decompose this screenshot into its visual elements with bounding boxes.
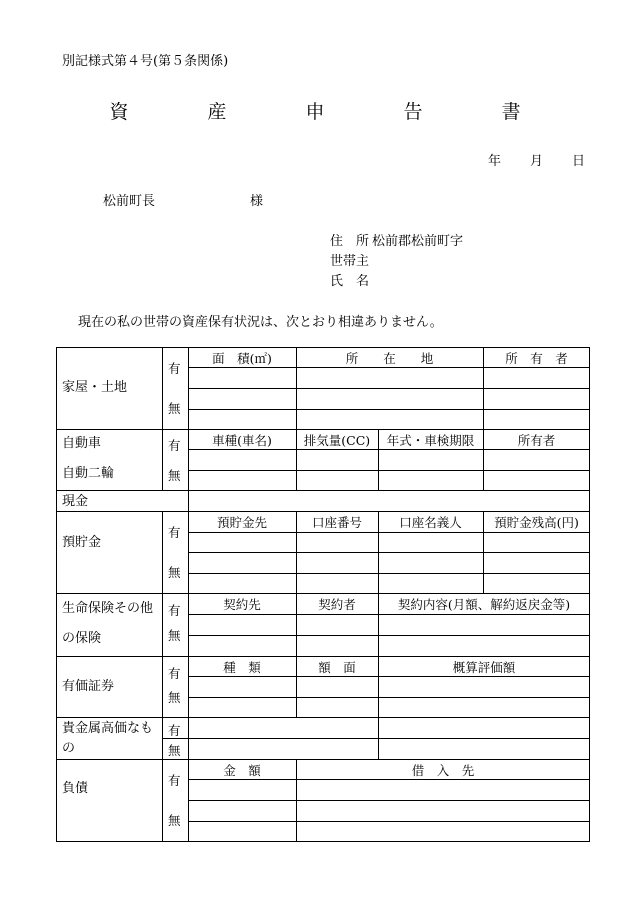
applicant-household-row xyxy=(330,250,372,269)
no-label: 無 xyxy=(168,628,181,643)
yes-label: 有 xyxy=(168,723,181,738)
header-area: 面 積(㎡) xyxy=(212,351,272,366)
header-account-number: 口座番号 xyxy=(311,515,362,530)
header-policyholder: 契約者 xyxy=(318,597,356,612)
date-day: 日 xyxy=(572,154,586,169)
header-security-type: 種 類 xyxy=(223,660,261,675)
category-precious-metals: 貴金属高価なも xyxy=(62,721,154,736)
yes-label: 有 xyxy=(168,361,181,376)
header-face-value: 額 面 xyxy=(318,660,356,675)
yes-label: 有 xyxy=(168,438,181,453)
no-label: 無 xyxy=(168,401,181,416)
header-insurer: 契約先 xyxy=(223,597,261,612)
no-label: 無 xyxy=(168,468,181,483)
category-insurance: 生命保険その他 xyxy=(62,601,154,616)
no-label: 無 xyxy=(168,690,181,705)
address-value[interactable]: 松前郡松前町字 xyxy=(372,234,464,249)
address-label: 住 所 xyxy=(330,234,370,249)
category-savings: 預貯金 xyxy=(62,535,102,550)
addressee: 松前町長 xyxy=(103,194,156,209)
header-car-owner: 所有者 xyxy=(517,433,556,448)
document-title: 資 産 申 告 書 xyxy=(109,101,551,123)
yes-label: 有 xyxy=(168,666,181,681)
header-contract-details: 契約内容(月額、解約返戻金等) xyxy=(397,597,571,612)
date-line xyxy=(488,150,585,169)
form-number: 別記様式第４号(第５条関係) xyxy=(62,54,229,69)
header-bank: 預貯金先 xyxy=(216,515,267,530)
category-precious-metals-line2: の xyxy=(62,741,76,756)
yes-label: 有 xyxy=(168,525,181,540)
header-estimated-value: 概算評価額 xyxy=(452,660,516,675)
applicant-address-row xyxy=(330,230,463,249)
header-balance: 預貯金残高(円) xyxy=(494,515,579,530)
category-debt: 負債 xyxy=(62,781,89,796)
yes-label: 有 xyxy=(168,773,181,788)
header-lender: 借 入 先 xyxy=(411,763,475,778)
category-cash: 現金 xyxy=(62,494,89,509)
header-car-model: 車種(車名) xyxy=(212,433,272,448)
name-label: 氏 名 xyxy=(330,274,370,289)
header-displacement: 排気量(CC) xyxy=(303,433,371,448)
header-owner: 所 有 者 xyxy=(505,351,568,366)
category-insurance-line2: の保険 xyxy=(62,631,102,646)
no-label: 無 xyxy=(168,565,181,580)
yes-label: 有 xyxy=(168,603,181,618)
asset-table xyxy=(56,347,590,842)
category-securities: 有価証券 xyxy=(62,679,115,694)
header-debt-amount: 金 額 xyxy=(223,763,261,778)
date-year: 年 xyxy=(488,154,502,169)
category-motorcycle: 自動二輪 xyxy=(62,466,115,481)
date-month: 月 xyxy=(530,154,544,169)
declaration-statement: 現在の私の世帯の資産保有状況は、次とおり相違ありません。 xyxy=(78,315,443,330)
addressee-honorific: 様 xyxy=(250,194,264,209)
no-label: 無 xyxy=(168,743,181,758)
no-label: 無 xyxy=(168,813,181,828)
applicant-name-row xyxy=(330,270,372,289)
header-year-inspection: 年式・車検期限 xyxy=(386,433,475,448)
household-label: 世帯主 xyxy=(330,254,370,269)
header-account-holder: 口座名義人 xyxy=(399,515,462,530)
category-house-land: 家屋・土地 xyxy=(62,380,128,395)
category-car: 自動車 xyxy=(62,436,102,451)
header-location: 所 在 地 xyxy=(345,351,434,366)
